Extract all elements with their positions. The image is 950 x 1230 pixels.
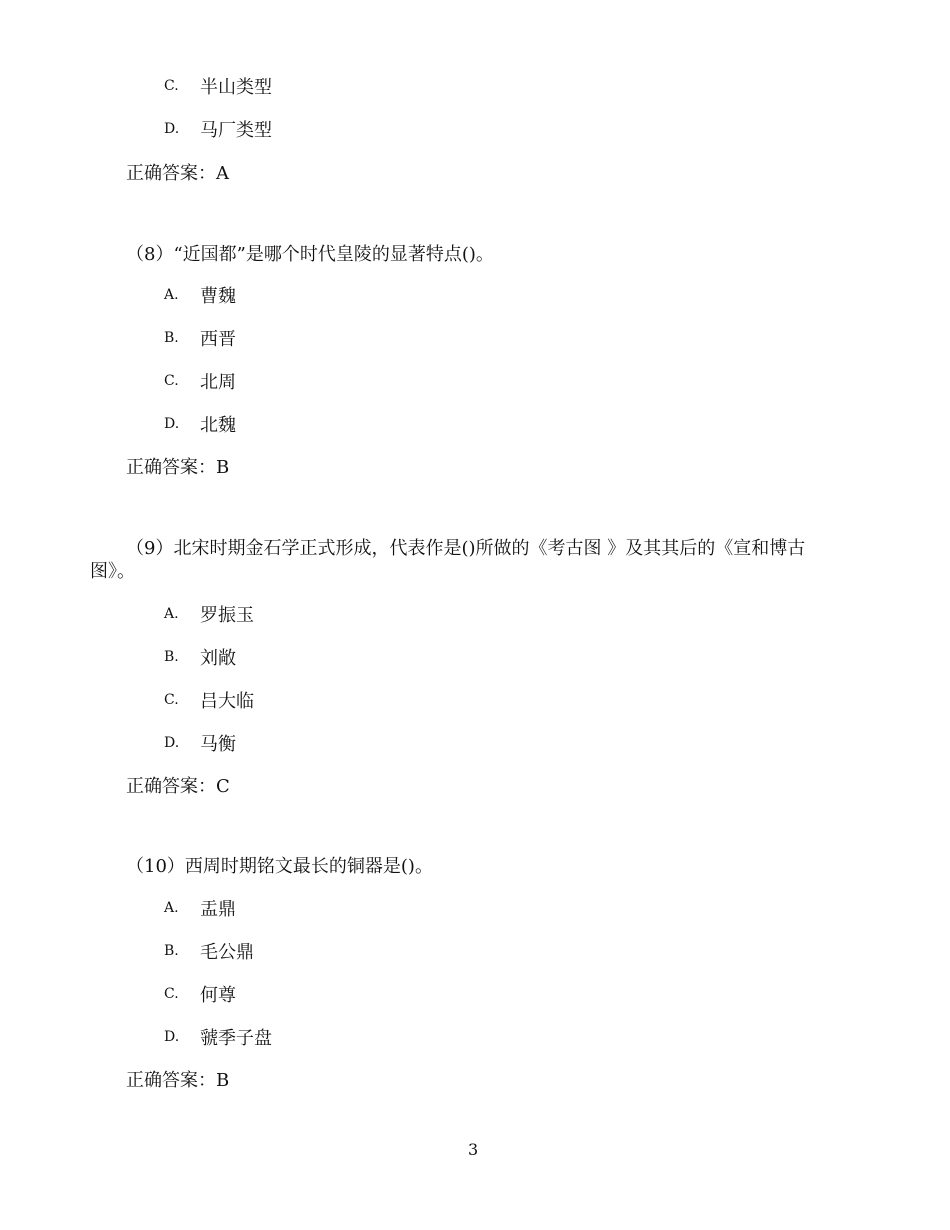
question-stem: （9）北宋时期金石学正式形成，代表作是()所做的《考古图 》及其其后的《宣和博古 [126, 538, 806, 559]
option-letter: D. [164, 121, 180, 137]
option-text: 罗振玉 [200, 605, 254, 626]
option-letter: D. [164, 735, 180, 751]
correct-answer: 正确答案：C [126, 776, 230, 797]
option-letter: A. [164, 900, 179, 916]
option-letter: B. [164, 943, 179, 959]
option-text: 曹魏 [200, 286, 236, 307]
option-letter: C. [164, 986, 179, 1002]
option-letter: C. [164, 78, 179, 94]
option-letter: C. [164, 692, 179, 708]
option-text: 盂鼎 [200, 899, 236, 920]
option-letter: C. [164, 373, 179, 389]
option-letter: B. [164, 649, 179, 665]
option-text: 半山类型 [200, 77, 272, 98]
correct-answer: 正确答案：A [126, 163, 229, 184]
option-letter: D. [164, 1029, 180, 1045]
option-text: 北周 [200, 372, 236, 393]
question-stem-continuation: 图》。 [90, 561, 135, 582]
option-text: 马厂类型 [200, 120, 272, 141]
option-letter: D. [164, 416, 180, 432]
question-stem: （8）“近国都”是哪个时代皇陵的显著特点()。 [126, 244, 494, 265]
option-text: 西晋 [200, 329, 236, 350]
option-text: 刘敞 [200, 648, 236, 669]
question-stem: （10）西周时期铭文最长的铜器是()。 [126, 856, 433, 877]
correct-answer: 正确答案：B [126, 1070, 230, 1091]
option-letter: A. [164, 606, 179, 622]
option-text: 吕大临 [200, 691, 254, 712]
option-text: 北魏 [200, 415, 236, 436]
option-letter: A. [164, 287, 179, 303]
correct-answer: 正确答案：B [126, 457, 230, 478]
option-text: 毛公鼎 [200, 942, 254, 963]
option-text: 马衡 [200, 734, 236, 755]
option-letter: B. [164, 330, 179, 346]
option-text: 虢季子盘 [200, 1028, 272, 1049]
page-number: 3 [468, 1140, 479, 1159]
option-text: 何尊 [200, 985, 236, 1006]
